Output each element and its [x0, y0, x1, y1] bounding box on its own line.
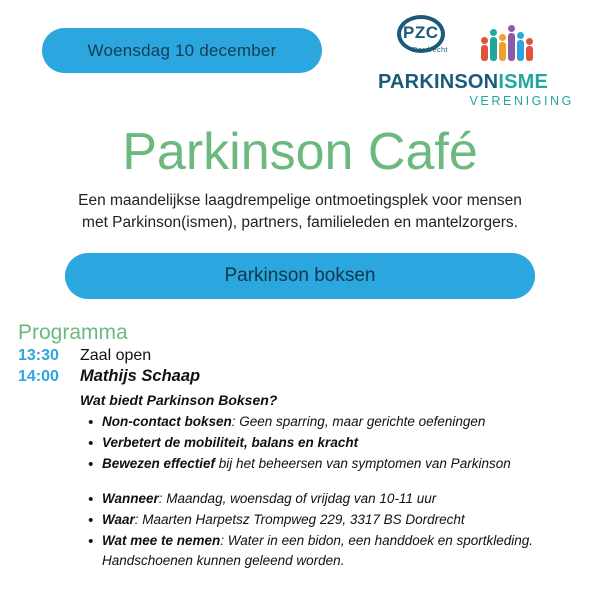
- programme-row-time: 13:30: [18, 346, 59, 364]
- person-icon: [499, 34, 506, 61]
- list-item: [102, 454, 600, 475]
- list-item-lead: Wanneer: [102, 490, 159, 506]
- programme-row-speaker: Mathijs Schaap: [80, 366, 201, 385]
- people-group-icon: [481, 21, 533, 61]
- programme-rows: [18, 347, 600, 386]
- vereniging-logo-text-part1: PARKINSON: [377, 71, 499, 93]
- list-item-lead: Verbetert de mobiliteit, balans en kracht: [102, 434, 359, 450]
- header-row: [0, 0, 600, 120]
- list-item-lead: Wat mee te nemen: [102, 532, 221, 548]
- list-item-rest: : Water in een bidon, een handdoek en sportkleding.: [220, 532, 534, 548]
- vereniging-logo-text-part2: ISME: [498, 71, 549, 93]
- person-icon: [508, 25, 515, 61]
- list-item-continuation: Handschoenen kunnen geleend worden.: [102, 553, 345, 569]
- logo-area: [348, 12, 578, 108]
- list-item-rest: : Maandag, woensdag of vrijdag van 10-11 uur: [158, 490, 437, 506]
- list-item: [102, 489, 600, 510]
- list-item-lead: Bewezen effectief: [102, 455, 216, 471]
- person-icon: [517, 32, 524, 61]
- programme-row: [18, 347, 600, 365]
- subject-badge: [65, 253, 535, 299]
- person-icon: [481, 37, 488, 61]
- page-title: Parkinson Café: [122, 123, 478, 181]
- list-item-rest: : Geen sparring, maar gerichte oefeningen: [231, 413, 486, 429]
- subject-badge-label: Parkinson boksen: [224, 264, 376, 286]
- programme-row-text: Zaal open: [80, 346, 152, 364]
- list-item: [102, 510, 600, 531]
- list-item: [102, 412, 600, 433]
- logo-row: [348, 12, 578, 70]
- person-icon: [526, 38, 533, 61]
- list-item-lead: Waar: [102, 511, 135, 527]
- list-item: [102, 531, 600, 573]
- intro-text: Een maandelijkse laagdrempelige ontmoetingsplek voor mensen met Parkinson(ismen), partners, familieleden en mantelzorgers.: [78, 192, 522, 232]
- pzc-logo-subtitle: Dordrecht: [412, 45, 448, 54]
- programme-row-time: 14:00: [18, 367, 59, 385]
- benefits-list: [0, 412, 600, 475]
- date-badge: [42, 28, 322, 73]
- vereniging-logo-text: [348, 72, 578, 93]
- list-item: [102, 433, 600, 454]
- details-list: [0, 489, 600, 573]
- pzc-logo-name: PZC: [403, 23, 439, 42]
- pzc-logo: [393, 15, 463, 67]
- list-item-rest: bij het beheersen van symptomen van Parkinson: [215, 455, 511, 471]
- list-item-lead: Non-contact boksen: [102, 413, 232, 429]
- vereniging-logo-subtitle: VERENIGING: [469, 94, 574, 108]
- programme-heading: Programma: [18, 320, 128, 344]
- programme-question: Wat biedt Parkinson Boksen?: [80, 391, 278, 408]
- programme-row: [18, 367, 600, 386]
- date-badge-label: Woensdag 10 december: [87, 40, 277, 60]
- list-item-rest: : Maarten Harpetsz Trompweg 229, 3317 BS Dordrecht: [134, 511, 465, 527]
- person-icon: [490, 29, 497, 61]
